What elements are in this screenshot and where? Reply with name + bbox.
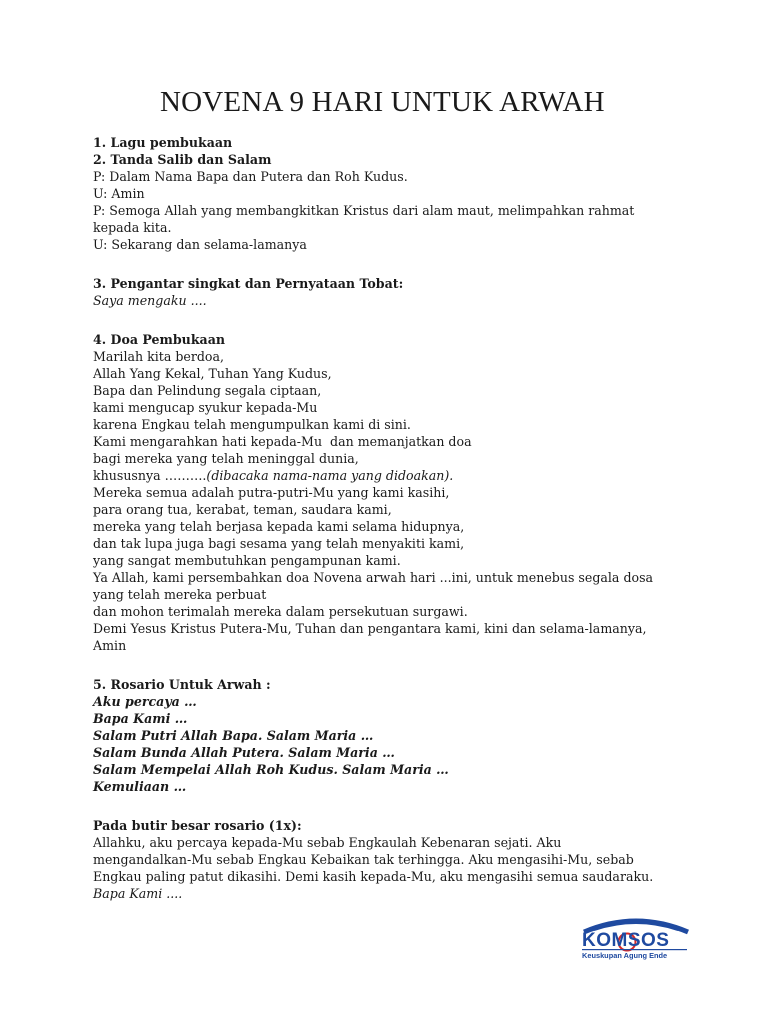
logo-subtitle: Keuskupan Agung Ende bbox=[582, 951, 668, 960]
text-line: Allah Yang Kekal, Tuhan Yang Kudus, bbox=[93, 366, 332, 381]
text-line: dan tak lupa juga bagi sesama yang telah menyakiti kami, bbox=[93, 536, 465, 551]
spacer bbox=[93, 654, 683, 676]
text-line: bagi mereka yang telah meninggal dunia, bbox=[93, 451, 359, 466]
page-title: NOVENA 9 HARI UNTUK ARWAH bbox=[160, 86, 605, 118]
text-line: Saya mengaku .... bbox=[93, 293, 207, 308]
text-line: para orang tua, kerabat, teman, saudara kami, bbox=[93, 502, 392, 517]
khususnya-prefix: khususnya ………. bbox=[93, 468, 207, 483]
rosary-line: Salam Bunda Allah Putera. Salam Maria … bbox=[93, 745, 395, 760]
text-line: U: Sekarang dan selama-lamanya bbox=[93, 237, 307, 252]
text-line: kami mengucap syukur kepada-Mu bbox=[93, 400, 318, 415]
text-line: P: Dalam Nama Bapa dan Putera dan Roh Kudus. bbox=[93, 169, 408, 184]
text-line: kepada kita. bbox=[93, 220, 172, 235]
text-line-khususnya bbox=[93, 467, 683, 484]
text-line: Kami mengarahkan hati kepada-Mu dan memanjatkan doa bbox=[93, 434, 472, 449]
spacer bbox=[93, 795, 683, 817]
text-line: Bapa dan Pelindung segala ciptaan, bbox=[93, 383, 322, 398]
text-line: U: Amin bbox=[93, 186, 145, 201]
text-line: P: Semoga Allah yang membangkitkan Kristus dari alam maut, melimpahkan rahmat bbox=[93, 203, 635, 218]
document-body bbox=[93, 134, 683, 902]
rosary-line: Kemuliaan … bbox=[93, 779, 187, 794]
rosary-line: Salam Mempelai Allah Roh Kudus. Salam Maria … bbox=[93, 762, 449, 777]
section-heading-tanda-salib: 2. Tanda Salib dan Salam bbox=[93, 152, 272, 167]
text-line: Engkau paling patut dikasihi. Demi kasih kepada-Mu, aku mengasihi semua saudaraku. bbox=[93, 869, 654, 884]
section-heading-doa-pembukaan: 4. Doa Pembukaan bbox=[93, 332, 226, 347]
section-heading-lagu-pembukaan: 1. Lagu pembukaan bbox=[93, 135, 233, 150]
text-line: yang telah mereka perbuat bbox=[93, 587, 267, 602]
text-line: mereka yang telah berjasa kepada kami selama hidupnya, bbox=[93, 519, 465, 534]
section-heading-butir-besar: Pada butir besar rosario (1x): bbox=[93, 818, 302, 833]
komsos-logo bbox=[580, 914, 692, 964]
text-line: Mereka semua adalah putra-putri-Mu yang kami kasihi, bbox=[93, 485, 450, 500]
text-line: karena Engkau telah mengumpulkan kami di sini. bbox=[93, 417, 411, 432]
spacer bbox=[93, 253, 683, 275]
section-heading-pengantar: 3. Pengantar singkat dan Pernyataan Tobat: bbox=[93, 276, 404, 291]
text-line: dan mohon terimalah mereka dalam persekutuan surgawi. bbox=[93, 604, 468, 619]
section-heading-rosario: 5. Rosario Untuk Arwah : bbox=[93, 677, 271, 692]
khususnya-note: (dibacaka nama-nama yang didoakan). bbox=[206, 468, 454, 483]
logo-wordmark: KOMSOS bbox=[582, 930, 670, 951]
rosary-line: Salam Putri Allah Bapa. Salam Maria … bbox=[93, 728, 374, 743]
text-line: mengandalkan-Mu sebab Engkau Kebaikan tak terhingga. Aku mengasihi-Mu, sebab bbox=[93, 852, 634, 867]
text-line: Ya Allah, kami persembahkan doa Novena arwah hari ...ini, untuk menebus segala dosa bbox=[93, 570, 654, 585]
text-line: Demi Yesus Kristus Putera-Mu, Tuhan dan pengantara kami, kini dan selama-lamanya, bbox=[93, 621, 647, 636]
rosary-line: Bapa Kami … bbox=[93, 711, 188, 726]
text-line: Marilah kita berdoa, bbox=[93, 349, 225, 364]
rosary-line: Aku percaya … bbox=[93, 694, 197, 709]
text-line: Amin bbox=[93, 638, 127, 653]
text-line: yang sangat membutuhkan pengampunan kami. bbox=[93, 553, 401, 568]
spacer bbox=[93, 309, 683, 331]
text-line: Allahku, aku percaya kepada-Mu sebab Engkaulah Kebenaran sejati. Aku bbox=[93, 835, 562, 850]
text-line: Bapa Kami .... bbox=[93, 886, 183, 901]
